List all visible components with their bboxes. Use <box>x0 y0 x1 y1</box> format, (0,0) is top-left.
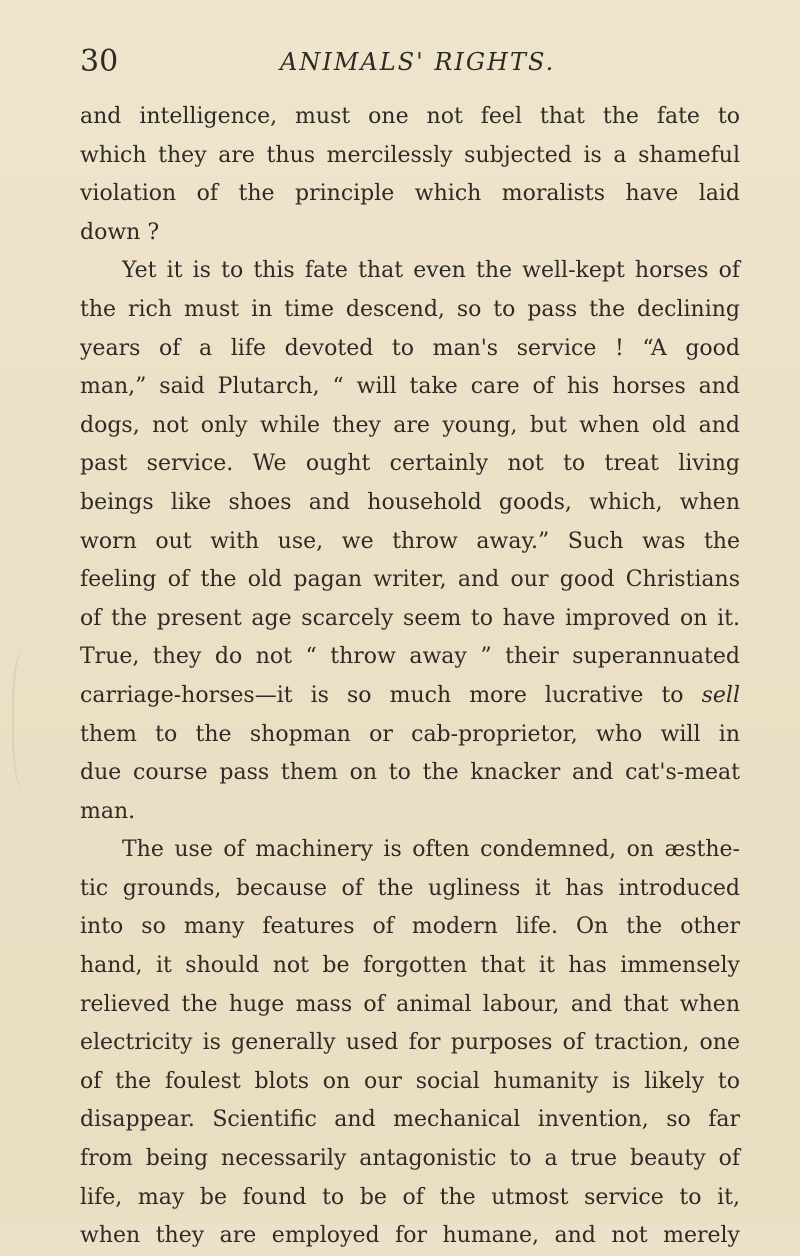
text-line: relieved the huge mass of animal labour, and that when <box>80 991 740 1017</box>
text-line: years of a life devoted to man's service ! “A good <box>80 335 740 361</box>
text-line: disappear. Scientific and mechanical invention, so far <box>80 1107 740 1133</box>
text-line: Yet it is to this fate that even the well-kept horses of <box>122 258 740 284</box>
running-title: ANIMALS' RIGHTS. <box>280 48 556 76</box>
text-line: due course pass them on to the knacker and cat's-meat <box>80 760 740 786</box>
text-line: The use of machinery is often condemned, on æsthe- <box>122 837 740 863</box>
text-line: them to the shopman or cab-proprietor, who will in <box>80 721 740 747</box>
text-line: True, they do not “ throw away ” their superannuated <box>80 644 740 670</box>
text-line: of the foulest blots on our social humanity is likely to <box>80 1068 740 1094</box>
running-head <box>80 44 740 80</box>
text-line: worn out with use, we throw away.” Such was the <box>80 528 740 554</box>
text-line: carriage-horses—it is so much more lucrative to sell <box>80 682 740 708</box>
text-line: when they are employed for humane, and not merely <box>80 1223 740 1249</box>
text-line: dogs, not only while they are young, but when old and <box>80 412 740 438</box>
text-line: down ? <box>80 219 160 245</box>
text-line: the rich must in time descend, so to pass the declining <box>80 296 740 322</box>
text-line: tic grounds, because of the ugliness it has introduced <box>80 875 740 901</box>
text-line: electricity is generally used for purposes of traction, one <box>80 1030 740 1056</box>
page-stain <box>12 650 40 790</box>
text-line: beings like shoes and household goods, which, when <box>80 489 740 515</box>
text-line: which they are thus mercilessly subjected is a shameful <box>80 142 740 168</box>
text-line: man,” said Plutarch, “ will take care of his horses and <box>80 374 740 400</box>
text-line: past service. We ought certainly not to treat living <box>80 451 740 477</box>
page-number: 30 <box>80 44 119 79</box>
text-line: man. <box>80 798 136 824</box>
text-line: feeling of the old pagan writer, and our good Christians <box>80 567 740 593</box>
body-text <box>80 98 740 1256</box>
text-line: into so many features of modern life. On the other <box>80 914 740 940</box>
text-line: hand, it should not be forgotten that it has immensely <box>80 953 740 979</box>
text-line: from being necessarily antagonistic to a true beauty of <box>80 1146 740 1172</box>
text-line: of the present age scarcely seem to have improved on it. <box>80 605 740 631</box>
text-line: violation of the principle which moralists have laid <box>80 181 740 207</box>
emphasis-word: sell <box>701 682 740 708</box>
text-line: and intelligence, must one not feel that the fate to <box>80 104 740 129</box>
text-line: life, may be found to be of the utmost service to it, <box>80 1184 740 1210</box>
